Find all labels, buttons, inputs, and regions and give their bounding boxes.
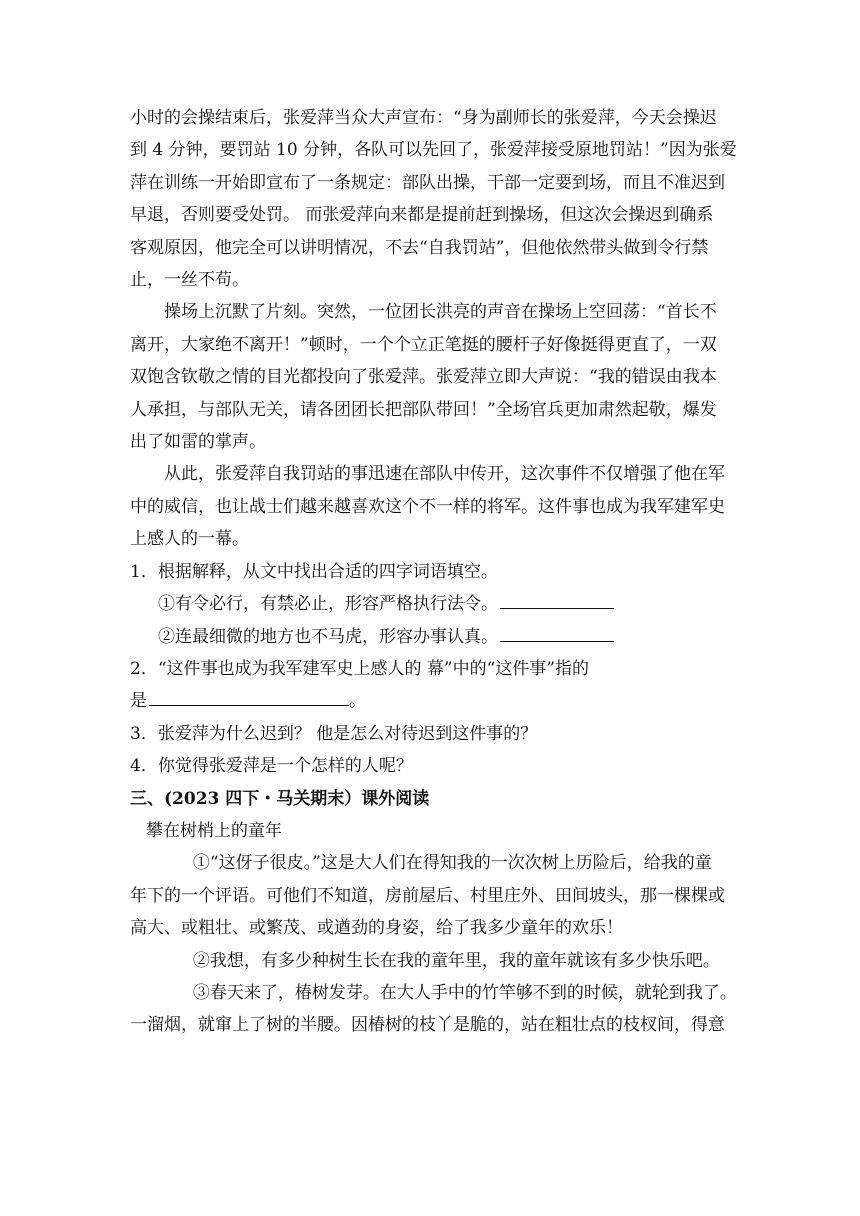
story-line: 出了如雷的掌声。 [130, 432, 266, 453]
article-title: 攀在树梢上的童年 [146, 820, 282, 841]
answer-blank-2[interactable] [149, 704, 349, 706]
article-line: ③春天来了，椿树发芽。在大人手中的竹竿够不到的时候，就轮到我了。 [192, 982, 737, 1003]
section-heading: 三、(2023 四下・马关期末）课外阅读 [130, 788, 430, 809]
story-line: 早退，否则要受处罚。 而张爱萍向来都是提前赶到操场，但这次会操迟到确系 [130, 205, 714, 226]
story-line: 双饱含钦敬之情的目光都投向了张爱萍。张爱萍立即大声说：“我的错误由我本 [130, 367, 717, 388]
question-2: 2．“这件事也成为我军建军史上感人的 幕”中的“这件事”指的 [130, 658, 589, 679]
story-line: 止，一丝不苟。 [130, 270, 249, 291]
question-1a-text: ①有令必行，有禁必止，形容严格执行法令。 [158, 594, 498, 615]
story-line: 中的威信，也让战士们越来越喜欢这个不一样的将军。这件事也成为我军建军史 [130, 496, 725, 517]
document-body [130, 102, 740, 1042]
question-2-prefix: 是 [130, 691, 147, 712]
story-line: 上感人的一幕。 [130, 529, 249, 550]
question-1b-text: ②连最细微的地方也不马虎，形容办事认真。 [158, 626, 498, 647]
article-line: 一溜烟，就窜上了树的半腰。因椿树的枝丫是脆的，站在粗壮点的枝杈间，得意 [130, 1015, 725, 1036]
answer-blank-1a[interactable] [500, 607, 614, 609]
question-4: 4．你觉得张爱萍是一个怎样的人呢？ [130, 756, 413, 777]
story-line: 到 4 分钟，要罚站 10 分钟，各队可以先回了，张爱萍接受原地罚站！”因为张爱 [130, 140, 737, 161]
article-line: ①“这伢子很皮。”这是大人们在得知我的一次次树上历险后，给我的童 [192, 853, 712, 874]
story-line: 萍在训练一开始即宣布了一条规定：部队出操，干部一定要到场，而且不准迟到 [130, 172, 725, 193]
story-line: 客观原因，他完全可以讲明情况，不去“自我罚站”，但他依然带头做到令行禁 [130, 237, 709, 258]
question-2-cont [130, 685, 740, 717]
question-1a [130, 588, 740, 620]
question-1b [130, 621, 740, 653]
story-line: 人承担，与部队无关，请各团团长把部队带回！”全场官兵更加肃然起敬，爆发 [130, 399, 717, 420]
article-line: 年下的一个评语。可他们不知道，房前屋后、村里庄外、田间坡头，那一棵棵或 [130, 885, 725, 906]
story-line: 离开，大家绝不离开！”顿时，一个个立正笔挺的腰杆子好像挺得更直了，一双 [130, 334, 717, 355]
story-line: 从此，张爱萍自我罚站的事迅速在部队中传开，这次事件不仅增强了他在军 [164, 464, 725, 485]
story-line: 小时的会操结束后，张爱萍当众大声宣布：“身为副师长的张爱萍，今天会操迟 [130, 108, 717, 128]
article-line: ②我想，有多少种树生长在我的童年里，我的童年就该有多少快乐吧。 [192, 950, 720, 971]
question-2-end: 。 [349, 691, 366, 712]
question-1: 1．根据解释，从文中找出合适的四字词语填空。 [130, 561, 498, 582]
story-line: 操场上沉默了片刻。突然，一位团长洪亮的声音在操场上空回荡：“首长不 [164, 302, 717, 323]
answer-blank-1b[interactable] [500, 640, 614, 642]
question-3: 3．张爱萍为什么迟到？ 他是怎么对待迟到这件事的？ [130, 723, 538, 744]
article-line: 高大、或粗壮、或繁茂、或遒劲的身姿，给了我多少童年的欢乐！ [130, 918, 623, 939]
